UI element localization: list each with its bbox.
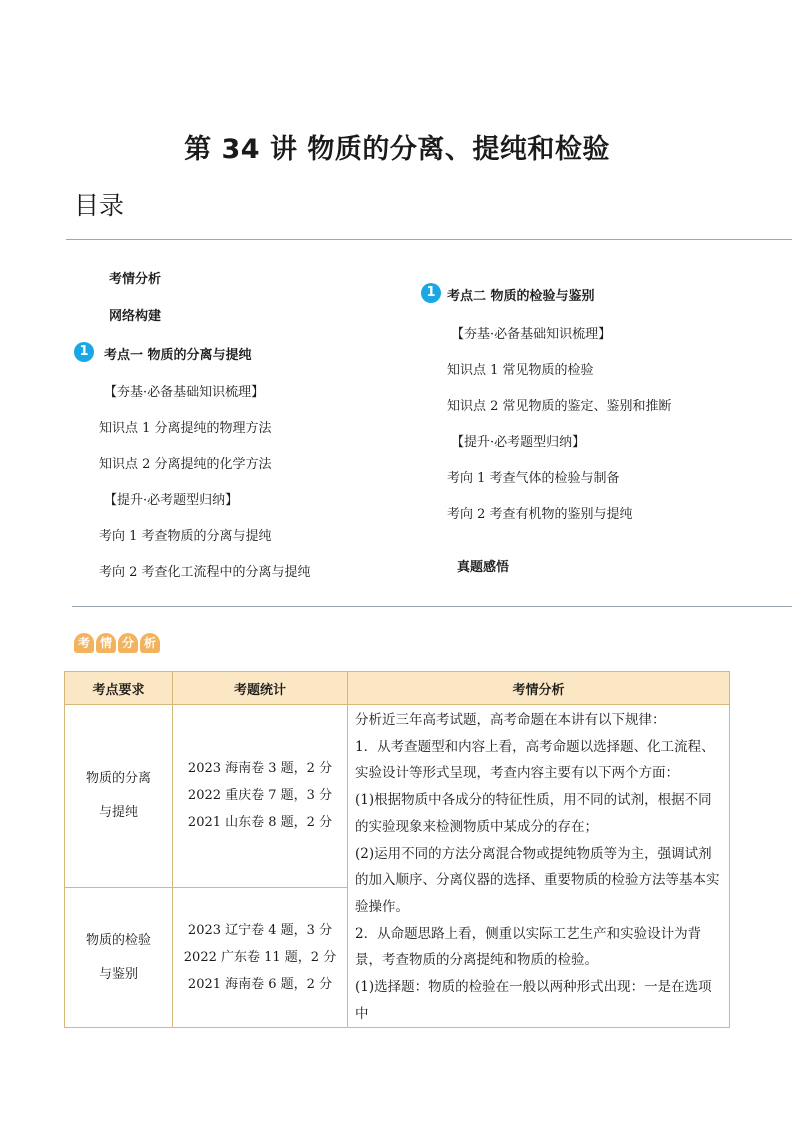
section-badge-char: 分 xyxy=(118,633,138,653)
analysis-paragraph: (2)运用不同的方法分离混合物或提纯物质等为主，强调试剂的加入顺序、分离仪器的选择、重要物质的检验方法等基本实验操作。 xyxy=(355,845,720,915)
analysis-paragraph: 2．从命题思路上看，侧重以实际工艺生产和实验设计为背景，考查物质的分离提纯和物质的检验。 xyxy=(355,925,702,969)
header-analysis: 考情分析 xyxy=(348,672,730,705)
toc-item-kaodian2[interactable]: 考点二 物质的检验与鉴别 xyxy=(447,289,595,304)
toc-item-network[interactable]: 网络构建 xyxy=(109,309,162,324)
number-badge-icon: 1 xyxy=(74,342,94,362)
header-topic: 考点要求 xyxy=(65,672,173,705)
toc-item-point2[interactable]: 知识点 2 分离提纯的化学方法 xyxy=(99,457,272,472)
toc-heading: 目录 xyxy=(74,191,125,220)
analysis-paragraph: (1)根据物质中各成分的特征性质，用不同的试剂，根据不同的实验现象来检测物质中某成分的存在； xyxy=(355,792,712,835)
stat-line: 2023 辽宁卷 4 题，3 分 xyxy=(187,923,333,939)
stats-cell xyxy=(173,705,348,888)
toc-item-analysis[interactable]: 考情分析 xyxy=(109,272,162,287)
topic-line: 物质的检验 xyxy=(85,932,151,948)
analysis-cell xyxy=(348,705,730,1028)
analysis-table xyxy=(64,671,730,1028)
toc-item-kaodian1[interactable]: 考点一 物质的分离与提纯 xyxy=(104,348,252,363)
page-title: 第 34 讲 物质的分离、提纯和检验 xyxy=(184,134,610,165)
toc-item-point3[interactable]: 知识点 1 常见物质的检验 xyxy=(447,363,594,378)
table-header-row xyxy=(65,672,730,705)
analysis-paragraph: 1．从考查题型和内容上看，高考命题以选择题、化工流程、实验设计等形式呈现，考查内容主要有以下两个方面： xyxy=(355,738,715,782)
topic-line: 与鉴别 xyxy=(98,966,138,982)
stat-line: 2022 重庆卷 7 题，3 分 xyxy=(187,788,333,804)
toc-item-basic2[interactable]: 【夯基·必备基础知识梳理】 xyxy=(451,327,612,342)
topic-cell xyxy=(65,705,173,888)
stats-cell xyxy=(173,887,348,1028)
toc-item-point4[interactable]: 知识点 2 常见物质的鉴定、鉴别和推断 xyxy=(447,399,672,414)
toc-item-dir1[interactable]: 考向 1 考查物质的分离与提纯 xyxy=(99,529,272,544)
section-badge xyxy=(74,628,162,658)
topic-line: 物质的分离 xyxy=(85,770,151,786)
number-badge-icon: 1 xyxy=(421,283,441,303)
toc-item-basic1[interactable]: 【夯基·必备基础知识梳理】 xyxy=(104,385,265,400)
table-row xyxy=(65,705,730,888)
analysis-paragraph: 分析近三年高考试题，高考命题在本讲有以下规律： xyxy=(355,712,666,728)
section-badge-char: 考 xyxy=(74,633,94,653)
divider xyxy=(66,239,792,240)
header-stats: 考题统计 xyxy=(173,672,348,705)
toc-item-improve1[interactable]: 【提升·必考题型归纳】 xyxy=(104,493,239,508)
toc-item-dir3[interactable]: 考向 1 考查气体的检验与制备 xyxy=(447,471,620,486)
toc-item-point1[interactable]: 知识点 1 分离提纯的物理方法 xyxy=(99,421,272,436)
analysis-paragraph: (1)选择题：物质的检验在一般以两种形式出现：一是在选项中 xyxy=(355,979,712,1022)
toc-item-zhenti[interactable]: 真题感悟 xyxy=(457,560,510,575)
toc-item-dir2[interactable]: 考向 2 考查化工流程中的分离与提纯 xyxy=(99,565,311,580)
stat-line: 2021 海南卷 6 题，2 分 xyxy=(187,977,333,993)
divider xyxy=(72,606,792,607)
topic-cell xyxy=(65,887,173,1028)
section-badge-char: 析 xyxy=(140,633,160,653)
stat-line: 2023 海南卷 3 题，2 分 xyxy=(187,761,333,777)
toc-item-dir4[interactable]: 考向 2 考查有机物的鉴别与提纯 xyxy=(447,507,633,522)
section-badge-char: 情 xyxy=(96,633,116,653)
topic-line: 与提纯 xyxy=(98,804,138,820)
stat-line: 2022 广东卷 11 题，2 分 xyxy=(183,950,337,966)
stat-line: 2021 山东卷 8 题，2 分 xyxy=(187,815,333,831)
toc-item-improve2[interactable]: 【提升·必考题型归纳】 xyxy=(451,435,586,450)
